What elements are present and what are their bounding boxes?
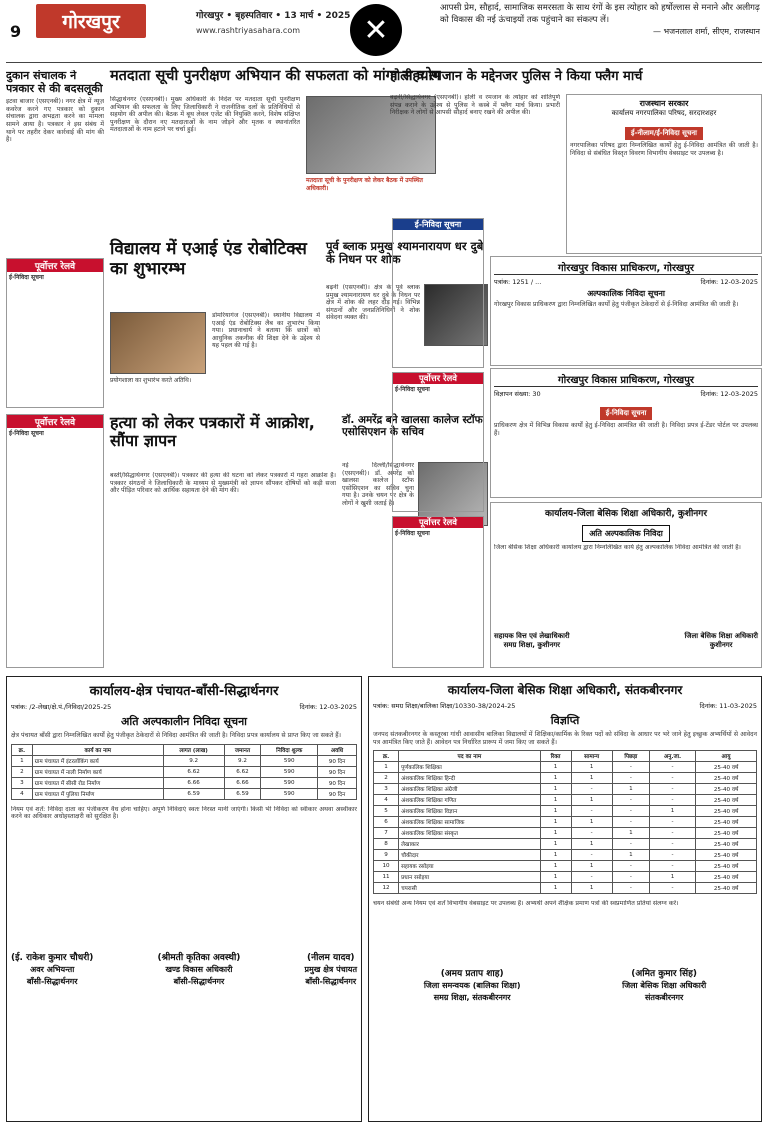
ad-gda-2 [490,368,762,498]
ad-kushinagar [490,502,762,668]
table-cell: - [612,762,649,773]
ad-bansi [6,676,362,1122]
sig-place: समग्र शिक्षा, संतकबीरनगर [433,993,511,1003]
header-quote [440,2,760,38]
table-cell: अंशकालिक शिक्षिका संस्कृत [399,828,540,839]
table-cell: 6.59 [224,788,261,799]
murder-body [110,472,336,668]
table-cell: 10 [374,861,399,872]
ad-title: पूर्वोत्तर रेलवे [7,259,103,272]
article-body: बढ़नी (एसएनबी)। क्षेत्र के पूर्व ब्लाक प्रमुख श्यामनारायण धर दुबे के निधन पर क्षेत्र में शोक की लहर दौड़ गई। विभिन्न संगठनों और जनप्रतिनिधियों ने शोक संवेदना व्यक्त की। [326,284,420,322]
santkabir-table [373,750,757,894]
sig-place: बाँसी-सिद्धार्थनगर [173,976,225,986]
table-cell: 25-40 वर्ष [696,872,757,883]
col-header: कार्य का नाम [32,744,163,755]
ad-title: कार्यालय-जिला बेसिक शिक्षा अधिकारी, संतकबीरनगर [447,683,683,697]
table-cell: 3 [374,784,399,795]
table-cell: पूर्णकालिक शिक्षिका [399,762,540,773]
sig-place: संतकबीरनगर [645,993,684,1003]
table-row [12,766,357,777]
table-cell: 1 [650,806,696,817]
ad-office: कार्यालय नगरपालिका परिषद, सरदारशहर [611,109,717,117]
table-cell: 1 [540,861,571,872]
sig-name: (अमय प्रताप शाह) [440,969,504,980]
table-cell: प्रधान रसोइया [399,872,540,883]
ad-sub: ई-निविदा सूचना [395,386,430,393]
ad-ref: पत्रांक: /2-लेखा/क्षे.पं./निविदा/2025-25 [11,703,112,711]
col-header: आयु [696,751,757,762]
ad-intro: जनपद संतकबीरनगर के कस्तूरबा गांधी आवासीय बालिका विद्यालयों में शिक्षिका/कार्मिक के रिक्त पदों को संविदा के आधार पर भरे जाने हेतु इच्छुक अभ्यर्थियों से आवेदन पत्र आमंत्रित किए जाते हैं। आवेदन पत्र निर्धारित प्रारूप में जमा किए जा सकते हैं। [373,731,757,746]
col-header: सामान्य [571,751,612,762]
table-cell: - [612,861,649,872]
school-caption: प्रयोगशाला का शुभारंभ करते अतिथि। [110,377,192,384]
ad-title: पूर्वोत्तर रेलवे [7,415,103,428]
table-cell: 1 [374,762,399,773]
table-cell: 6.66 [163,777,224,788]
table-cell: 1 [540,839,571,850]
table-row [374,795,757,806]
sig-role: प्रमुख क्षेत्र पंचायत [304,964,357,974]
table-row [374,828,757,839]
table-cell: 90 दिन [317,766,356,777]
article-body: नई दिल्ली/सिद्धार्थनगर (एसएनबी)। डॉ. अमरेंद्र को खालसा कालेज स्टॉफ एसोसिएशन का सचिव चुना गया है। उनके चयन पर क्षेत्र के लोगों ने खुशी जताई है। [342,462,414,507]
table-cell: 590 [261,788,318,799]
bansi-table [11,744,357,800]
table-cell: 4 [374,795,399,806]
table-cell: ग्राम पंचायत में इंटरलॉकिंग कार्य [32,755,163,766]
table-cell: 2 [374,773,399,784]
table-cell: - [571,850,612,861]
table-cell: - [650,828,696,839]
ad-title: राजस्थान सरकार [639,99,689,108]
table-row [12,788,357,799]
col-header: अवधि [317,744,356,755]
table-cell: - [612,839,649,850]
ad-sub: अति अल्पकालिक निविदा [582,525,670,542]
ad-santkabir [368,676,762,1122]
table-cell: - [650,883,696,894]
table-cell: - [612,817,649,828]
ad-purvottar-3 [392,372,484,512]
ad-date: दिनांक: 11-03-2025 [699,702,757,710]
table-cell: 6.66 [224,777,261,788]
table-cell: - [650,817,696,828]
col-header: अनु.जा. [650,751,696,762]
table-cell: - [650,839,696,850]
table-cell: - [612,795,649,806]
lead-headline: मतदाता सूची पुनरीक्षण अभियान की सफलता को मांगा सहयोग [110,68,441,84]
sig-role: जिला बेसिक शिक्षा अधिकारी [622,981,707,991]
table-cell: लेखाकार [399,839,540,850]
ad-sign2: जिला बेसिक शिक्षा अधिकारी [684,632,758,640]
masthead-brand[interactable]: गोरखपुर [36,4,146,38]
sig-name: (अमित कुमार सिंह) [631,969,697,980]
article-body: डोमरियागंज (एसएनबी)। स्थानीय विद्यालय में एआई एंड रोबोटिक्स लैब का शुभारंभ किया गया। प्रधानाचार्य ने बताया कि छात्रों को आधुनिक तकनीक की शिक्षा देने के उद्देश्य से यह पहल की गई है। [212,312,320,350]
table-cell: 25-40 वर्ष [696,773,757,784]
table-cell: 25-40 वर्ष [696,839,757,850]
table-cell: 1 [540,850,571,861]
table-cell: सहायक रसोइया [399,861,540,872]
table-cell: 1 [612,828,649,839]
table-cell: 25-40 वर्ष [696,850,757,861]
ad-sub: ई-निविदा सूचना [395,530,430,537]
signature-1 [424,968,521,1004]
ad-title: गोरखपुर विकास प्राधिकरण, गोरखपुर [494,260,758,275]
signature-1 [11,952,93,988]
table-cell: 6.62 [163,766,224,777]
ad-gda-1 [490,256,762,366]
ad-sub: ई-निविदा सूचना [9,274,44,281]
signature-2 [157,952,240,988]
table-cell: 90 दिन [317,777,356,788]
table-cell: 1 [540,872,571,883]
table-cell: 9.2 [224,755,261,766]
table-cell: - [650,773,696,784]
ad-title: कार्यालय-जिला बेसिक शिक्षा अधिकारी, कुशीनगर [544,509,708,519]
table-cell: 25-40 वर्ष [696,861,757,872]
col-header: जमानत [224,744,261,755]
table-cell: 3 [12,777,33,788]
ad-body: जिला बेसिक शिक्षा अधिकारी कार्यालय द्वारा निम्नलिखित कार्य हेतु अल्पकालिक निविदा आमंत्रित की जाती है। [494,544,741,551]
school-photo [110,312,206,374]
ad-sign1: सहायक वित्त एवं लेखाधिकारी [494,632,570,640]
table-cell: 1 [571,817,612,828]
murder-headline-wrap [110,414,336,470]
table-row [374,861,757,872]
table-cell: 9.2 [163,755,224,766]
ad-title: पूर्वोत्तर रेलवे [393,373,483,384]
table-cell: चौकीदार [399,850,540,861]
table-cell: - [650,762,696,773]
table-cell: 25-40 वर्ष [696,817,757,828]
holi-body [390,94,560,214]
table-cell: 1 [540,806,571,817]
ad-sub: ई-निविदा सूचना [9,430,44,437]
table-cell: 590 [261,766,318,777]
table-cell: 1 [650,872,696,883]
sig-place: बाँसी-सिद्धार्थनगर [26,976,78,986]
website[interactable]: www.rashtriyasahara.com [196,26,301,35]
table-cell: - [571,872,612,883]
table-cell: - [650,861,696,872]
signature-2 [622,968,706,1004]
sig-place: बाँसी-सिद्धार्थनगर [305,976,357,986]
table-cell: - [612,773,649,784]
ad-purvottar-2 [6,414,104,668]
table-cell: 6.62 [224,766,261,777]
ad-ref: पत्रांक: 1251 / ... [494,278,542,286]
table-cell: 1 [571,861,612,872]
sig-name: (नीलम यादव) [306,952,355,963]
ad-sub: अल्पकालिक निविदा सूचना [587,289,665,298]
ad-purvottar-4 [392,516,484,668]
article-left-top [6,70,104,254]
murder-headline: हत्या को लेकर पत्रकारों में आक्रोश, सौंपा ज्ञापन [110,413,315,451]
table-cell: 1 [540,773,571,784]
table-cell: 1 [571,762,612,773]
lead-body [110,96,300,230]
table-row [374,839,757,850]
ad-ref: विज्ञापन संख्या: 30 [494,390,541,398]
school-body [212,312,320,408]
headline: दुकान संचालक ने पत्रकार से की बदसलूकी [6,70,103,95]
table-row [12,755,357,766]
table-cell: 1 [571,839,612,850]
table-cell: 1 [571,795,612,806]
table-cell: 11 [374,872,399,883]
table-cell: - [612,806,649,817]
obit-headline: पूर्व ब्लाक प्रमुख श्यामनारायण धर दुबे के निधन पर शोक [326,239,484,267]
table-cell: - [571,828,612,839]
table-cell: 25-40 वर्ष [696,784,757,795]
table-cell: - [650,784,696,795]
article-body: बढ़नी/सिद्धार्थनगर (एसएनबी)। होली व रमजान के त्योहार को शांतिपूर्ण संपन्न कराने के उद्देश्य से पुलिस ने कस्बे में फ्लैग मार्च किया। प्रभारी निरीक्षक ने लोगों से आपसी सौहार्द बनाए रखने की अपील की। [390,94,560,117]
table-cell: अंशकालिक शिक्षिका अंग्रेजी [399,784,540,795]
table-cell: 6 [374,817,399,828]
table-cell: 25-40 वर्ष [696,762,757,773]
table-cell: 1 [612,850,649,861]
table-row [374,762,757,773]
col-header: निविदा शुल्क [261,744,318,755]
ad-intro: क्षेत्र पंचायत बाँसी द्वारा निम्नलिखित कार्यों हेतु पंजीकृत ठेकेदारों से निविदा आमंत्रित की जाती है। निविदा प्रपत्र कार्यालय से प्राप्त किए जा सकते हैं। [11,732,342,739]
table-cell: - [650,850,696,861]
ad-note: चयन संबंधी अन्य नियम एवं शर्तें विभागीय वेबसाइट पर उपलब्ध हैं। अभ्यर्थी अपने शैक्षिक प्रमाण पत्रों की स्वप्रमाणित प्रतियां संलग्न करें। [373,900,679,908]
ad-sub: ई-निविदा सूचना [600,407,653,420]
table-cell: 25-40 वर्ष [696,883,757,894]
ad-body: प्राधिकरण क्षेत्र में विभिन्न विकास कार्यों हेतु ई-निविदा आमंत्रित की जाती है। निविदा प्रपत्र ई-टेंडर पोर्टल पर उपलब्ध हैं। [494,422,758,437]
table-row [374,817,757,828]
table-cell: - [650,795,696,806]
table-cell: 6.59 [163,788,224,799]
table-cell: 1 [12,755,33,766]
header-rule [6,62,762,63]
table-cell: 1 [571,883,612,894]
ad-sub: विज्ञप्ति [550,714,580,727]
table-cell: 1 [540,883,571,894]
table-row [374,850,757,861]
x-logo-icon: ✕ [350,4,402,56]
table-cell: 590 [261,777,318,788]
ad-body: गोरखपुर विकास प्राधिकरण द्वारा निम्नलिखित कार्यों हेतु पंजीकृत ठेकेदारों से ई-निविदा आमंत्रित की जाती है। [494,301,739,308]
table-cell: ग्राम पंचायत में पुलिया निर्माण [32,788,163,799]
edition-line: गोरखपुर • बृहस्पतिवार • 13 मार्च • 2025 [196,11,351,21]
table-cell: 1 [540,762,571,773]
table-cell: 7 [374,828,399,839]
ad-title: पूर्वोत्तर रेलवे [393,517,483,528]
school-headline-wrap [110,240,320,310]
khalsa-headline: डॉ. अमरेंद्र बने खालसा कालेज स्टॉफ एसोसिएशन के सचिव [342,414,483,439]
table-cell: 1 [612,784,649,795]
table-cell: 4 [12,788,33,799]
article-body: इटवा बाजार (एसएनबी)। नगर क्षेत्र में न्यूज़ कवरेज करने गए पत्रकार को दुकान संचालक द्वारा अभद्रता करने का मामला सामने आया है। पत्रकार ने इस संबंध में थाने पर तहरीर देकर कार्रवाई की मांग की है। [6,98,104,144]
ad-date: दिनांक: 12-03-2025 [700,278,758,286]
ad-notice-title: ई-नीलाम/ई-निविदा सूचना [625,127,703,140]
quote-text: आपसी प्रेम, सौहार्द, सामाजिक समरसता के साथ रंगों के इस त्योहार को हर्षोल्लास से मनाने और अलीगढ़ को विकास की नई ऊंचाइयों तक पहुंचाने का संकल्प लें। [440,3,760,25]
table-cell: 1 [540,828,571,839]
ad-title: गोरखपुर विकास प्राधिकरण, गोरखपुर [494,372,758,387]
ad-title: कार्यालय-क्षेत्र पंचायत-बाँसी-सिद्धार्थनगर [89,684,279,699]
table-cell: 2 [12,766,33,777]
col-header: रिक्त [540,751,571,762]
table-cell: 8 [374,839,399,850]
table-row [374,806,757,817]
table-cell: चपरासी [399,883,540,894]
table-cell: - [571,806,612,817]
table-cell: - [612,883,649,894]
sig-name: (श्रीमती कृतिका अवस्थी) [157,952,241,963]
table-cell: 1 [571,773,612,784]
ad-title: ई-निविदा सूचना [393,219,483,230]
sig-name: (ई. राकेश कुमार चौधरी) [11,952,94,963]
ad-body: नगरपालिका परिषद द्वारा निम्नलिखित कार्यों हेतु ई-निविदा आमंत्रित की जाती है। निविदा से संबंधित विस्तृत विवरण विभागीय वेबसाइट पर उपलब्ध है। [570,142,758,157]
table-row [12,777,357,788]
holi-headline: होली व रमजान के मद्देनजर पुलिस ने किया फ्लैग मार्च [390,69,643,84]
table-cell: 25-40 वर्ष [696,828,757,839]
table-cell: 1 [540,784,571,795]
table-cell: 590 [261,755,318,766]
ad-ref: पत्रांक: समग्र शिक्षा/बालिका शिक्षा/10330-38/2024-25 [373,702,516,710]
sig-role: जिला समन्वयक (बालिका शिक्षा) [423,981,521,991]
table-cell: 25-40 वर्ष [696,806,757,817]
table-cell: अंशकालिक शिक्षिका गणित [399,795,540,806]
col-header: क्र. [374,751,399,762]
table-cell: 90 दिन [317,788,356,799]
holi-headline-wrap [390,70,762,92]
ad-date: दिनांक: 12-03-2025 [299,703,357,711]
table-cell: अंशकालिक शिक्षिका हिन्दी [399,773,540,784]
col-header: क्र. [12,744,33,755]
ad-purvottar-1 [6,258,104,408]
col-header: पद का नाम [399,751,540,762]
page-number: 9 [10,22,22,41]
school-headline: विद्यालय में एआई एंड रोबोटिक्स का शुभारम्भ [110,239,307,279]
table-cell: - [571,784,612,795]
table-cell: 90 दिन [317,755,356,766]
table-cell: अंशकालिक शिक्षिका सामाजिक [399,817,540,828]
ad-rajasthan [566,94,762,254]
quote-author: — भजनलाल शर्मा, सीएम, राजस्थान [652,27,760,36]
ad-date: दिनांक: 12-03-2025 [700,390,758,398]
ad-enivida [392,218,484,368]
table-row [374,784,757,795]
table-row [374,872,757,883]
col-header: पिछड़ा [612,751,649,762]
article-body: बस्ती/सिद्धार्थनगर (एसएनबी)। पत्रकार की हत्या की घटना को लेकर पत्रकारों में गहरा आक्रोश है। पत्रकार संगठनों ने जिलाधिकारी के माध्यम से मुख्यमंत्री को ज्ञापन सौंपकर दोषियों को कड़ी सजा और पीड़ित परिवार को आर्थिक सहायता देने की मांग की। [110,472,336,495]
table-cell: 1 [540,795,571,806]
table-row [374,773,757,784]
ad-sub: अति अल्पकालीन निविदा सूचना [120,715,248,728]
table-cell: 9 [374,850,399,861]
sig-role: खण्ड विकास अधिकारी [165,964,233,974]
table-cell: 25-40 वर्ष [696,795,757,806]
table-cell: 5 [374,806,399,817]
signature-3 [305,952,358,988]
ad-terms: नियम एवं शर्तें: निविदा दाता का पंजीकरण वैध होना चाहिए। अपूर्ण निविदाएं स्वतः निरस्त मानी जाएंगी। किसी भी निविदा को स्वीकार अथवा अस्वीकार करने का अधिकार अधोहस्ताक्षरी को सुरक्षित है। [11,805,357,821]
table-cell: ग्राम पंचायत में नाली निर्माण कार्य [32,766,163,777]
col-header: लागत (लाख) [163,744,224,755]
table-cell: ग्राम पंचायत में सीसी रोड निर्माण [32,777,163,788]
ad-sign1b: समग्र शिक्षा, कुशीनगर [503,641,561,649]
ad-sign2b: कुशीनगर [709,641,733,649]
lead-caption: मतदाता सूची के पुनरीक्षण को लेकर बैठक में उपस्थित अधिकारी। [306,177,423,192]
table-cell: 12 [374,883,399,894]
table-row [374,883,757,894]
table-cell: - [612,872,649,883]
table-cell: अंशकालिक शिक्षिका विज्ञान [399,806,540,817]
article-body: सिद्धार्थनगर (एसएनबी)। मुख्य अधिकारी के निर्देश पर मतदाता सूची पुनरीक्षण अभियान की सफलता के लिए जिलाधिकारी ने राजनीतिक दलों के प्रतिनिधियों से सहयोग की अपील की। बैठक में बूथ लेवल एजेंट की नियुक्ति करने, विशेष संक्षिप्त पुनरीक्षण के दौरान नए मतदाताओं के नाम जोड़ने और मृतक व स्थानांतरित मतदाताओं के नाम हटाने पर चर्चा हुई। [110,96,300,134]
table-cell: 1 [540,817,571,828]
sig-role: अवर अभियन्ता [30,964,75,974]
